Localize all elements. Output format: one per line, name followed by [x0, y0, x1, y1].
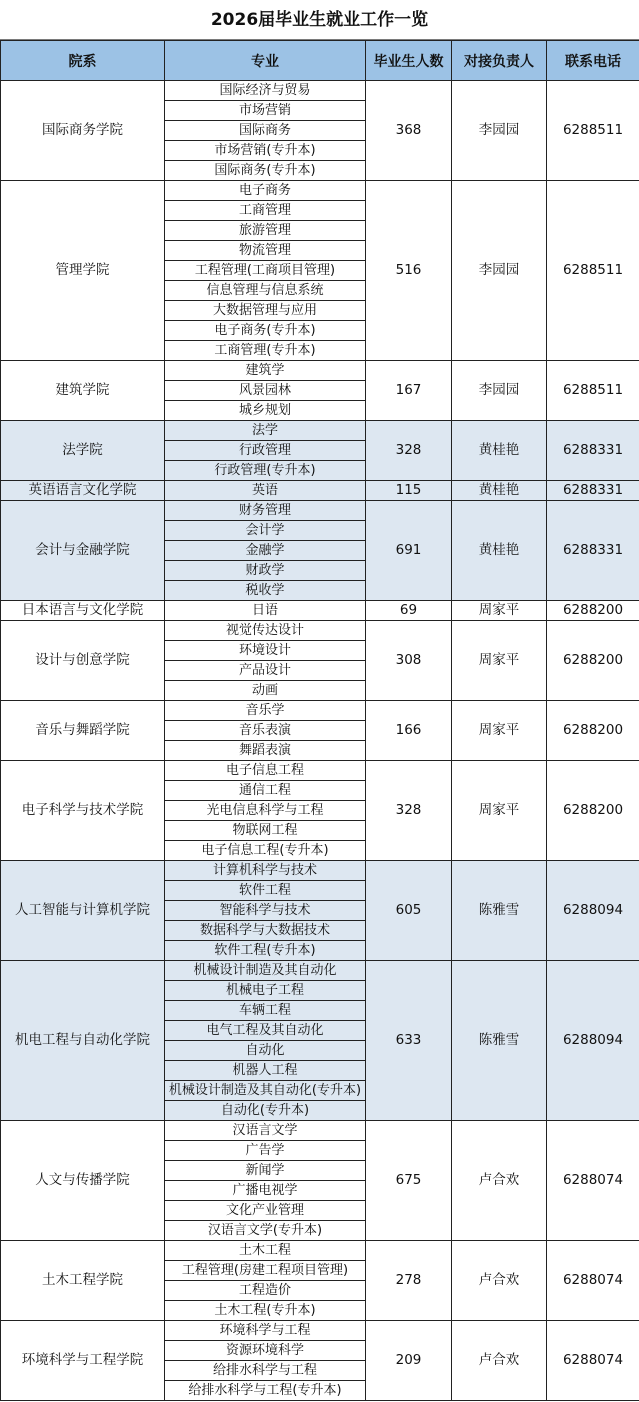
major-name: 国际商务 — [165, 121, 366, 141]
contact-person: 黄桂艳 — [452, 481, 547, 501]
major-name: 智能科学与技术 — [165, 901, 366, 921]
major-name: 视觉传达设计 — [165, 621, 366, 641]
department-name: 会计与金融学院 — [1, 501, 165, 601]
major-name: 财政学 — [165, 561, 366, 581]
major-name: 行政管理(专升本) — [165, 461, 366, 481]
phone-number: 6288200 — [547, 761, 639, 861]
contact-person: 黄桂艳 — [452, 501, 547, 601]
table-row — [1, 861, 639, 881]
major-name: 软件工程 — [165, 881, 366, 901]
major-name: 汉语言文学(专升本) — [165, 1221, 366, 1241]
employment-table — [0, 40, 639, 1401]
major-name: 计算机科学与技术 — [165, 861, 366, 881]
department-name: 机电工程与自动化学院 — [1, 961, 165, 1121]
major-name: 给排水科学与工程(专升本) — [165, 1381, 366, 1401]
major-name: 广告学 — [165, 1141, 366, 1161]
major-name: 工程造价 — [165, 1281, 366, 1301]
major-name: 软件工程(专升本) — [165, 941, 366, 961]
table-row — [1, 1321, 639, 1341]
major-name: 旅游管理 — [165, 221, 366, 241]
major-name: 产品设计 — [165, 661, 366, 681]
header-row — [1, 41, 639, 81]
table-row — [1, 701, 639, 721]
department-name: 日本语言与文化学院 — [1, 601, 165, 621]
department-name: 电子科学与技术学院 — [1, 761, 165, 861]
phone-number: 6288074 — [547, 1121, 639, 1241]
major-name: 机器人工程 — [165, 1061, 366, 1081]
major-name: 给排水科学与工程 — [165, 1361, 366, 1381]
table-row — [1, 1241, 639, 1261]
graduate-count: 115 — [366, 481, 452, 501]
contact-person: 李园园 — [452, 361, 547, 421]
major-name: 电气工程及其自动化 — [165, 1021, 366, 1041]
phone-number: 6288074 — [547, 1241, 639, 1321]
table-row — [1, 501, 639, 521]
department-name: 管理学院 — [1, 181, 165, 361]
graduate-count: 516 — [366, 181, 452, 361]
phone-number: 6288331 — [547, 481, 639, 501]
major-name: 光电信息科学与工程 — [165, 801, 366, 821]
major-name: 财务管理 — [165, 501, 366, 521]
major-name: 新闻学 — [165, 1161, 366, 1181]
graduate-count: 328 — [366, 761, 452, 861]
phone-number: 6288331 — [547, 421, 639, 481]
page-title: 2026届毕业生就业工作一览 — [0, 0, 639, 40]
phone-number: 6288094 — [547, 961, 639, 1121]
contact-person: 卢合欢 — [452, 1321, 547, 1401]
major-name: 通信工程 — [165, 781, 366, 801]
contact-person: 周家平 — [452, 701, 547, 761]
major-name: 法学 — [165, 421, 366, 441]
major-name: 日语 — [165, 601, 366, 621]
contact-person: 卢合欢 — [452, 1121, 547, 1241]
phone-number: 6288511 — [547, 181, 639, 361]
contact-person: 周家平 — [452, 601, 547, 621]
graduate-count: 69 — [366, 601, 452, 621]
header-phone: 联系电话 — [547, 41, 639, 81]
major-name: 大数据管理与应用 — [165, 301, 366, 321]
major-name: 电子商务 — [165, 181, 366, 201]
major-name: 税收学 — [165, 581, 366, 601]
major-name: 文化产业管理 — [165, 1201, 366, 1221]
major-name: 行政管理 — [165, 441, 366, 461]
major-name: 电子信息工程 — [165, 761, 366, 781]
major-name: 国际商务(专升本) — [165, 161, 366, 181]
graduate-count: 675 — [366, 1121, 452, 1241]
department-name: 建筑学院 — [1, 361, 165, 421]
department-name: 土木工程学院 — [1, 1241, 165, 1321]
phone-number: 6288200 — [547, 601, 639, 621]
major-name: 动画 — [165, 681, 366, 701]
graduate-count: 691 — [366, 501, 452, 601]
major-name: 电子信息工程(专升本) — [165, 841, 366, 861]
phone-number: 6288511 — [547, 361, 639, 421]
major-name: 英语 — [165, 481, 366, 501]
major-name: 市场营销 — [165, 101, 366, 121]
graduate-count: 605 — [366, 861, 452, 961]
major-name: 机械设计制造及其自动化 — [165, 961, 366, 981]
graduate-count: 328 — [366, 421, 452, 481]
table-row — [1, 761, 639, 781]
department-name: 音乐与舞蹈学院 — [1, 701, 165, 761]
header-contact-person: 对接负责人 — [452, 41, 547, 81]
header-graduate-count: 毕业生人数 — [366, 41, 452, 81]
table-row — [1, 81, 639, 101]
table-body — [1, 81, 639, 1401]
major-name: 城乡规划 — [165, 401, 366, 421]
major-name: 环境设计 — [165, 641, 366, 661]
major-name: 机械电子工程 — [165, 981, 366, 1001]
table-row — [1, 961, 639, 981]
department-name: 国际商务学院 — [1, 81, 165, 181]
graduate-count: 209 — [366, 1321, 452, 1401]
phone-number: 6288074 — [547, 1321, 639, 1401]
major-name: 金融学 — [165, 541, 366, 561]
major-name: 土木工程(专升本) — [165, 1301, 366, 1321]
major-name: 汉语言文学 — [165, 1121, 366, 1141]
graduate-count: 278 — [366, 1241, 452, 1321]
major-name: 国际经济与贸易 — [165, 81, 366, 101]
major-name: 工商管理(专升本) — [165, 341, 366, 361]
contact-person: 陈雅雪 — [452, 961, 547, 1121]
contact-person: 卢合欢 — [452, 1241, 547, 1321]
major-name: 风景园林 — [165, 381, 366, 401]
contact-person: 李园园 — [452, 81, 547, 181]
header-department: 院系 — [1, 41, 165, 81]
contact-person: 陈雅雪 — [452, 861, 547, 961]
table-row — [1, 361, 639, 381]
major-name: 工商管理 — [165, 201, 366, 221]
major-name: 自动化(专升本) — [165, 1101, 366, 1121]
major-name: 物联网工程 — [165, 821, 366, 841]
major-name: 建筑学 — [165, 361, 366, 381]
major-name: 物流管理 — [165, 241, 366, 261]
department-name: 设计与创意学院 — [1, 621, 165, 701]
major-name: 自动化 — [165, 1041, 366, 1061]
department-name: 环境科学与工程学院 — [1, 1321, 165, 1401]
major-name: 车辆工程 — [165, 1001, 366, 1021]
major-name: 市场营销(专升本) — [165, 141, 366, 161]
phone-number: 6288200 — [547, 701, 639, 761]
table-row — [1, 601, 639, 621]
department-name: 英语语言文化学院 — [1, 481, 165, 501]
major-name: 广播电视学 — [165, 1181, 366, 1201]
major-name: 工程管理(工商项目管理) — [165, 261, 366, 281]
department-name: 人工智能与计算机学院 — [1, 861, 165, 961]
table-row — [1, 181, 639, 201]
major-name: 工程管理(房建工程项目管理) — [165, 1261, 366, 1281]
contact-person: 黄桂艳 — [452, 421, 547, 481]
graduate-count: 633 — [366, 961, 452, 1121]
phone-number: 6288094 — [547, 861, 639, 961]
graduate-count: 167 — [366, 361, 452, 421]
phone-number: 6288331 — [547, 501, 639, 601]
graduate-count: 368 — [366, 81, 452, 181]
graduate-count: 308 — [366, 621, 452, 701]
major-name: 舞蹈表演 — [165, 741, 366, 761]
department-name: 人文与传播学院 — [1, 1121, 165, 1241]
major-name: 电子商务(专升本) — [165, 321, 366, 341]
contact-person: 周家平 — [452, 621, 547, 701]
major-name: 信息管理与信息系统 — [165, 281, 366, 301]
contact-person: 周家平 — [452, 761, 547, 861]
major-name: 会计学 — [165, 521, 366, 541]
major-name: 资源环境科学 — [165, 1341, 366, 1361]
phone-number: 6288511 — [547, 81, 639, 181]
major-name: 环境科学与工程 — [165, 1321, 366, 1341]
major-name: 土木工程 — [165, 1241, 366, 1261]
table-row — [1, 621, 639, 641]
phone-number: 6288200 — [547, 621, 639, 701]
major-name: 音乐表演 — [165, 721, 366, 741]
header-major: 专业 — [165, 41, 366, 81]
graduate-count: 166 — [366, 701, 452, 761]
contact-person: 李园园 — [452, 181, 547, 361]
table-row — [1, 421, 639, 441]
major-name: 机械设计制造及其自动化(专升本) — [165, 1081, 366, 1101]
department-name: 法学院 — [1, 421, 165, 481]
table-row — [1, 481, 639, 501]
major-name: 数据科学与大数据技术 — [165, 921, 366, 941]
table-row — [1, 1121, 639, 1141]
major-name: 音乐学 — [165, 701, 366, 721]
